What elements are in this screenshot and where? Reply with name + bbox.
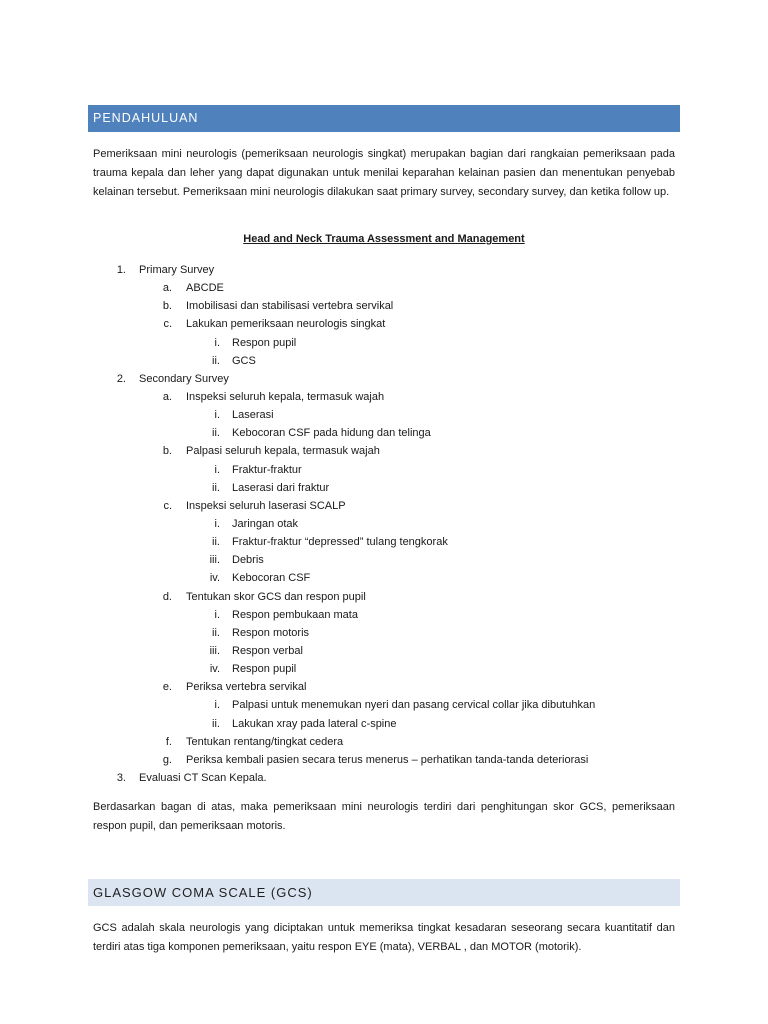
outline-title: Head and Neck Trauma Assessment and Management [243,233,525,245]
outline-item-level-3 [0,551,768,569]
outline-item-level-1 [0,769,768,787]
outline-item-level-3 [0,569,768,587]
outline-marker: c. [163,499,172,512]
outline-item-level-3 [0,715,768,733]
outline-item-level-3 [0,352,768,370]
outline-marker: ii. [212,481,220,494]
outline-text: Laserasi [232,409,274,422]
outline-marker: iv. [209,572,220,585]
outline-item-level-2 [0,297,768,315]
outline-item-level-3 [0,424,768,442]
outline-item-level-3 [0,624,768,642]
outline-marker: 1. [116,264,126,276]
outline-text: Lakukan pemeriksaan neurologis singkat [186,318,386,331]
outline-text: Inspeksi seluruh laserasi SCALP [186,499,346,512]
outline-text: Kebocoran CSF [232,572,311,585]
outline-marker: b. [162,300,172,313]
conclusion-paragraph: Berdasarkan bagan di atas, maka pemeriksaan mini neurologis terdiri dari penghitungan skor GCS, pemeriksaan respon pupil, dan pemeriksaan motoris. [93,801,675,832]
gcs-paragraph: GCS adalah skala neurologis yang diciptakan untuk memeriksa tingkat kesadaran seseorang secara kuantitatif dan terdiri atas tiga komponen pemeriksaan, yaitu respon EYE (mata), VERBAL , dan MOTOR (motorik). [93,922,675,953]
outline-text: Laserasi dari fraktur [232,481,330,494]
outline-item-level-2 [0,442,768,460]
outline-text: Respon pembukaan mata [232,608,358,621]
section-header-pendahuluan: PENDAHULUAN [88,105,680,132]
outline-marker: i. [214,699,220,712]
outline-item-level-2 [0,315,768,333]
outline-text: Palpasi untuk menemukan nyeri dan pasang cervical collar jika dibutuhkan [232,699,596,712]
outline-text: Respon verbal [232,644,303,657]
outline-marker: ii. [212,536,220,549]
outline-text: Tentukan skor GCS dan respon pupil [186,590,366,603]
outline-text: Secondary Survey [139,372,229,385]
outline-item-level-3 [0,515,768,533]
outline-item-level-3 [0,533,768,551]
outline-marker: a. [162,282,172,295]
outline-marker: f. [165,735,172,748]
outline-text: Jaringan otak [232,517,299,530]
outline-item-level-2 [0,497,768,515]
outline-marker: i. [214,517,220,530]
outline-text: Fraktur-fraktur [232,463,302,476]
outline-marker: i. [214,409,220,422]
outline-marker: ii. [212,626,220,639]
outline-text: Lakukan xray pada lateral c-spine [232,717,397,730]
intro-paragraph: Pemeriksaan mini neurologis (pemeriksaan neurologis singkat) merupakan bagian dari rangkaian pemeriksaan pada trauma kepala dan leher yang dapat digunakan untuk menilai keparahan kelainan pasien dan menentukan penyebab kelainan tersebut. Pemeriksaan mini neurologis dilakukan saat primary survey, secondary survey, dan ketika follow up. [93,148,675,198]
outline-text: Respon motoris [232,626,310,639]
outline-text: Primary Survey [139,264,215,276]
outline-item-level-3 [0,334,768,352]
outline-item-level-3 [0,479,768,497]
outline-text: Respon pupil [232,663,297,676]
outline-item-level-2 [0,588,768,606]
outline-marker: ii. [212,427,220,440]
outline-text: GCS [232,354,256,367]
outline-marker: g. [162,753,172,766]
outline-text: Kebocoran CSF pada hidung dan telinga [232,427,431,440]
outline-marker: ii. [212,717,220,730]
outline-marker: i. [214,608,220,621]
outline-item-level-3 [0,642,768,660]
outline-item-level-2 [0,751,768,769]
outline-item-level-2 [0,678,768,696]
outline-text: Evaluasi CT Scan Kepala. [139,771,267,784]
outline-marker: iii. [209,554,220,567]
outline-item-level-3 [0,606,768,624]
outline-text: Debris [232,554,264,567]
outline-marker: d. [162,590,172,603]
outline-marker: ii. [212,354,220,367]
outline-item-level-2 [0,279,768,297]
outline-text: Palpasi seluruh kepala, termasuk wajah [186,445,380,458]
outline-item-level-1 [0,370,768,388]
outline-marker: i. [214,336,220,349]
outline-marker: iv. [209,663,220,676]
outline-item-level-3 [0,660,768,678]
outline-marker: 2. [116,372,126,385]
outline-text: Periksa kembali pasien secara terus menerus – perhatikan tanda-tanda deteriorasi [186,753,589,766]
outline-item-level-3 [0,406,768,424]
outline-item-level-1 [0,261,768,279]
outline-item-level-3 [0,461,768,479]
outline-text: Respon pupil [232,336,297,349]
outline-marker: b. [162,445,172,458]
outline-text: Imobilisasi dan stabilisasi vertebra servikal [186,300,394,313]
assessment-outline [0,261,768,787]
section-header-gcs: GLASGOW COMA SCALE (GCS) [88,879,680,906]
outline-text: Fraktur-fraktur “depressed” tulang tengkorak [232,536,448,549]
outline-marker: c. [163,318,172,331]
outline-text: Tentukan rentang/tingkat cedera [186,735,344,748]
outline-marker: e. [162,681,172,694]
outline-marker: iii. [209,644,220,657]
outline-text: ABCDE [186,282,224,295]
outline-marker: a. [162,390,172,403]
outline-item-level-2 [0,388,768,406]
outline-marker: i. [214,463,220,476]
outline-marker: 3. [116,771,126,784]
outline-item-level-2 [0,733,768,751]
outline-text: Inspeksi seluruh kepala, termasuk wajah [186,390,385,403]
outline-item-level-3 [0,696,768,714]
outline-text: Periksa vertebra servikal [186,681,307,694]
